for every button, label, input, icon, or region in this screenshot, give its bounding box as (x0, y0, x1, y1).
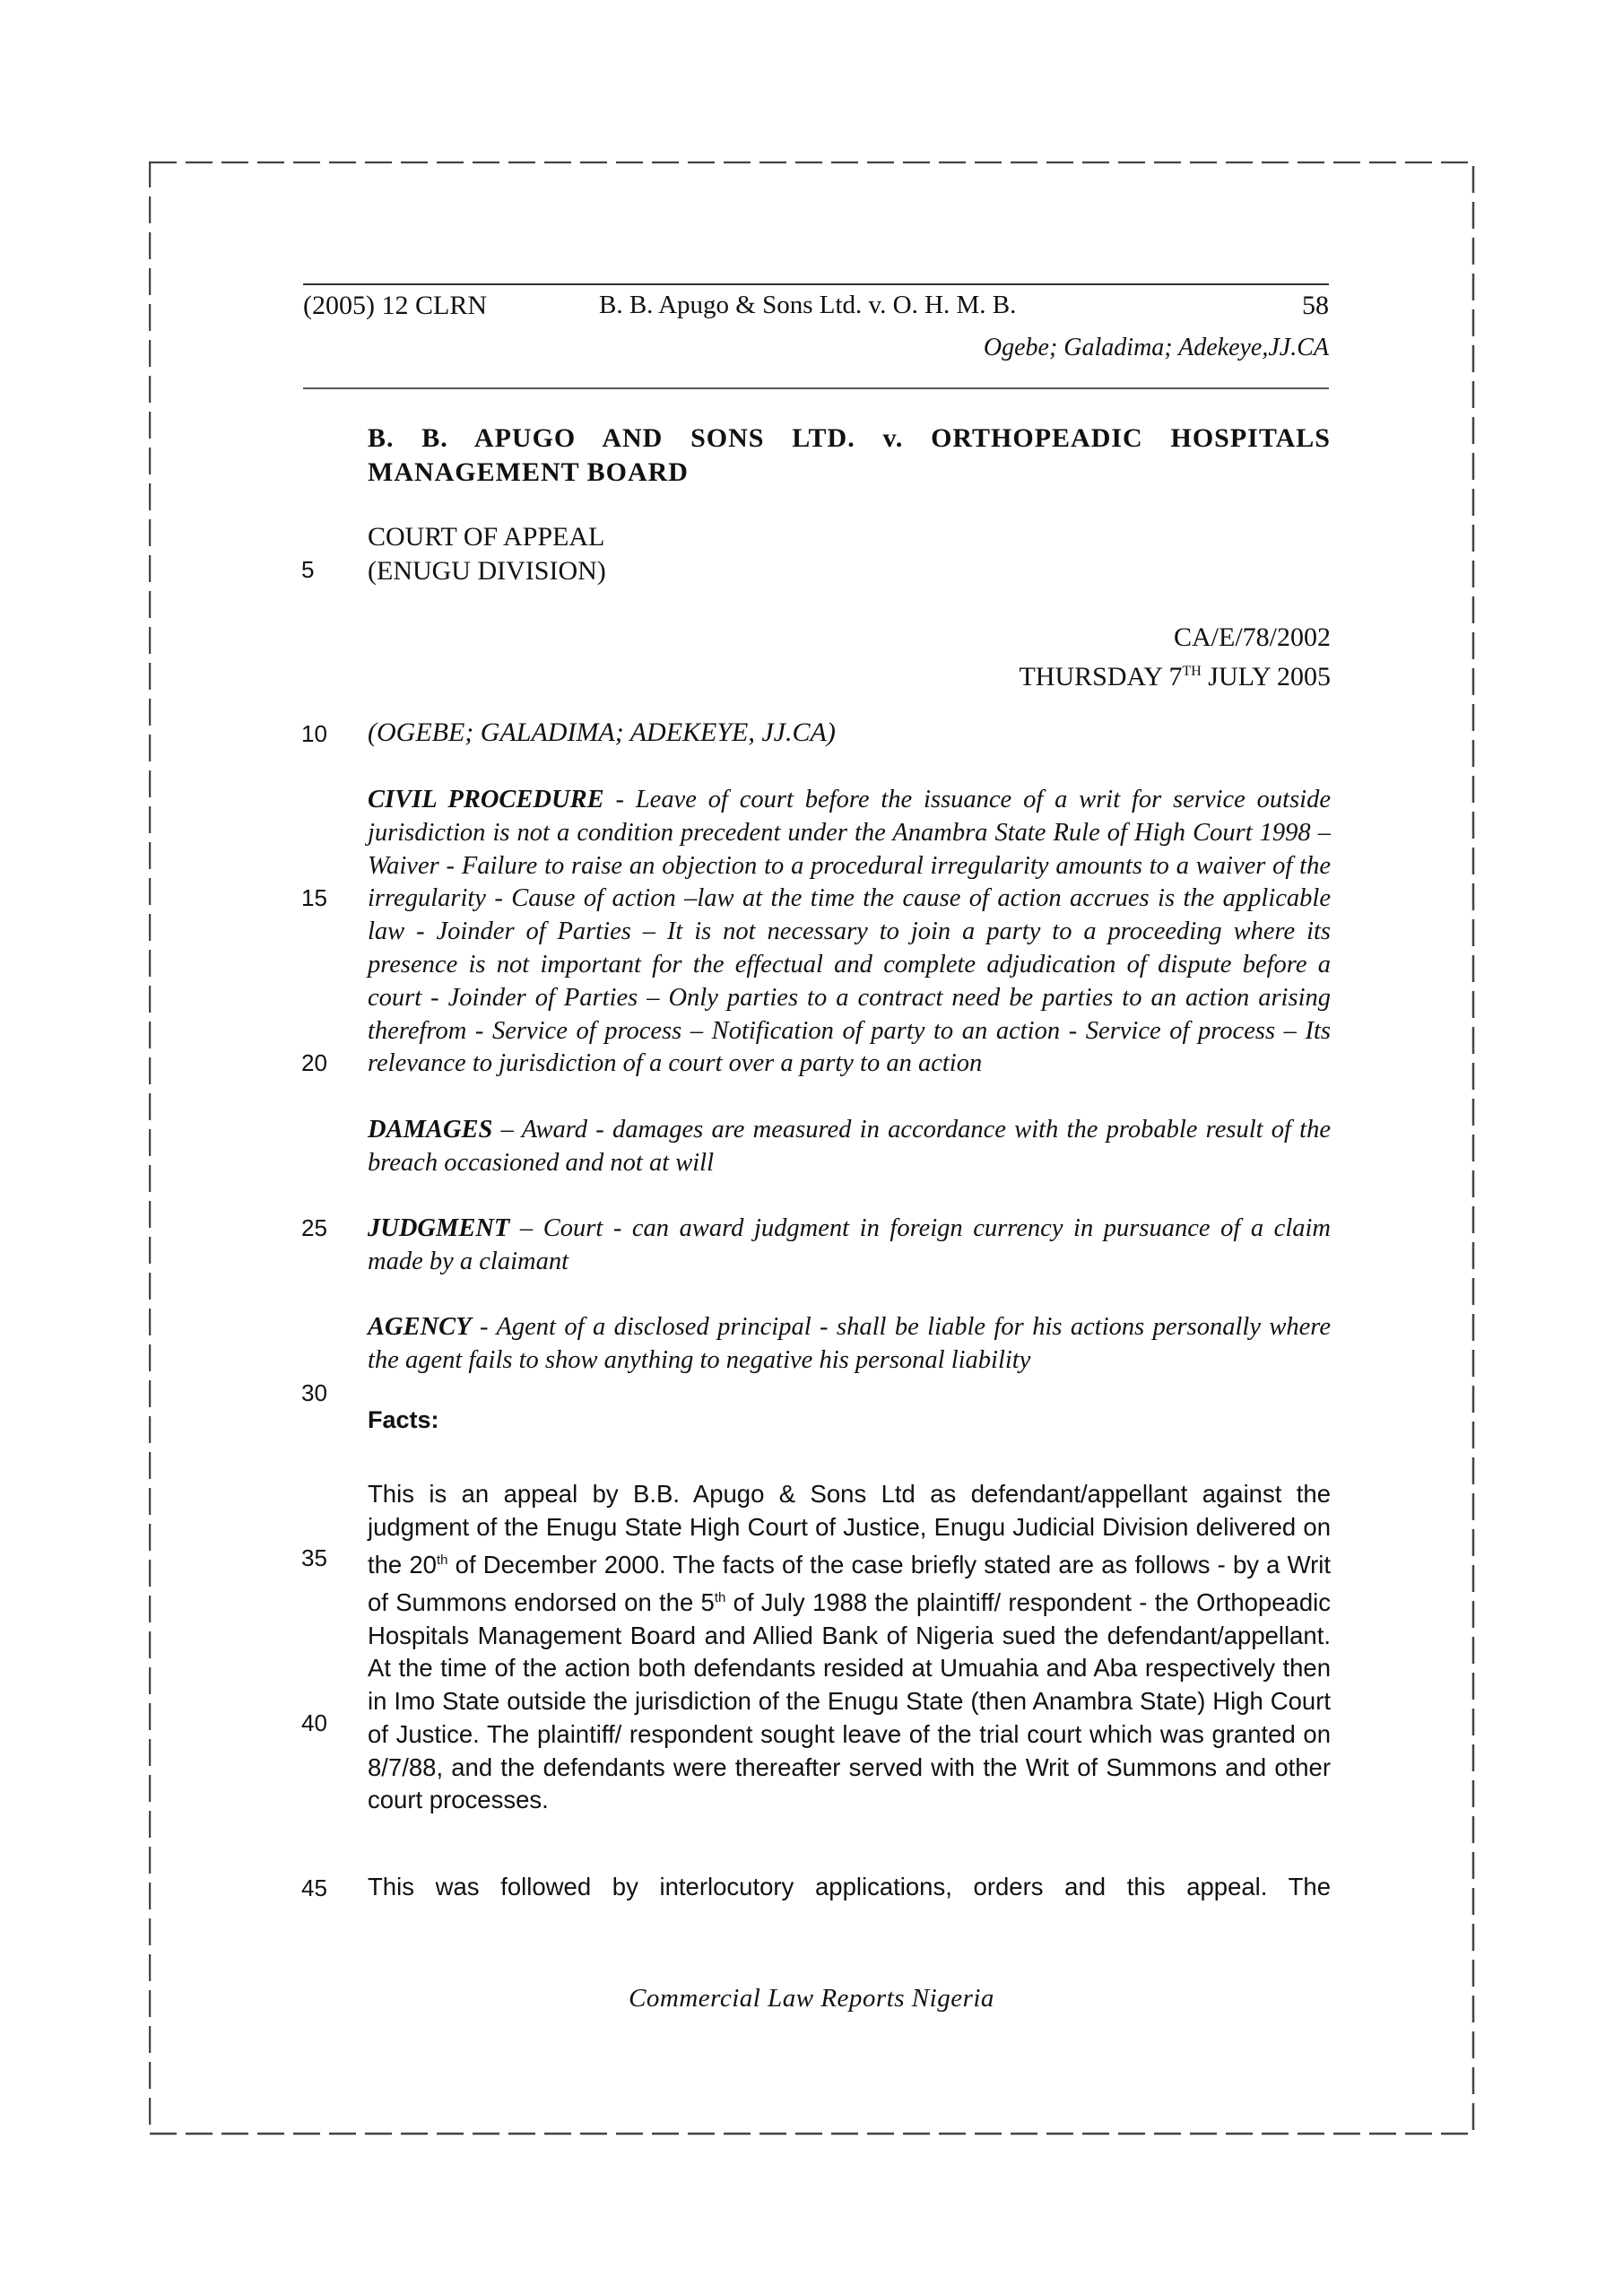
line-number: 5 (301, 556, 315, 583)
facts-heading: Facts: (368, 1406, 439, 1433)
catchword-civil-procedure (368, 784, 1331, 1081)
suit-block (1019, 621, 1331, 694)
catchword-text: - Agent of a disclosed principal - shall be liable for his actions personally where the agent fails to show anything to negative his personal liability (368, 1313, 1331, 1374)
line-number: 30 (301, 1379, 327, 1406)
page-number: 58 (1302, 291, 1329, 320)
catchword-heading: JUDGMENT (368, 1214, 510, 1242)
catchword-text: – Court - can award judgment in foreign currency in pursuance of a claim made by a claimant (368, 1214, 1331, 1275)
header-rule-bottom (303, 387, 1329, 389)
header-rule-top (303, 283, 1329, 285)
citation: (2005) 12 CLRN (303, 291, 487, 320)
line-number: 25 (301, 1214, 327, 1241)
facts-paragraph-1: This is an appeal by B.B. Apugo & Sons Ltd as defendant/appellant against the judgment of the Enugu State High Court of Justice, Enugu Judicial Division delivered on the 20th of December 2000. The facts of the case briefly stated are as follows - by a Writ of Summons endorsed on the 5th of July 1988 the plaintiff/ respondent - the Orthopeadic Hospitals Management Board and Allied Bank of Nigeria sued the defendant/appellant. At the time of the action both defendants resided at Umuahia and Aba respectively then in Imo State outside the jurisdiction of the Enugu State (then Anambra State) High Court of Justice. The plaintiff/ respondent sought leave of the trial court which was granted on 8/7/88, and the defendants were thereafter served with the Writ of Summons and other court processes. (368, 1480, 1331, 1814)
catchword-text: – Award - damages are measured in accordance with the probable result of the breach occasioned and not at will (368, 1116, 1331, 1177)
catchword-damages (368, 1114, 1331, 1180)
header-judges: Ogebe; Galadima; Adekeye,JJ.CA (983, 334, 1329, 361)
catchword-heading: CIVIL PROCEDURE (368, 786, 604, 813)
case-title-line-1: B. B. APUGO AND SONS LTD. v. ORTHOPEADIC HOSPITALS (368, 423, 1331, 453)
line-number: 15 (301, 884, 327, 911)
case-title-line-2: MANAGEMENT BOARD (368, 457, 689, 487)
catchword-agency (368, 1311, 1331, 1378)
coram: (OGEBE; GALADIMA; ADEKEYE, JJ.CA) (368, 718, 836, 747)
facts-paragraph-2: This was followed by interlocutory applications, orders and this appeal. The (368, 1873, 1331, 1900)
catchword-heading: AGENCY (368, 1313, 472, 1341)
line-number: 40 (301, 1709, 327, 1736)
catchword-text: - Leave of court before the issuance of a writ for service outside jurisdiction is not a condition precedent under the Anambra State Rule of High Court 1998 – Waiver - Failure to raise an objection to a procedural irregularity amounts to a waiver of the irregularity - Cause of action –law at the time the cause of action accrues is the applicable law - Joinder of Parties – It is not necessary to join a party to a proceeding where its presence is not important for the effectual and complete adjudication of dispute before a court - Joinder of Parties – Only parties to a contract need be parties to an action arising therefrom - Service of process – Notification of party to an action - Service of process – Its relevance to jurisdiction of a court over a party to an action (368, 786, 1331, 1078)
court-name: COURT OF APPEAL (368, 522, 605, 552)
court-division: (ENUGU DIVISION) (368, 556, 606, 586)
catchword-heading: DAMAGES (368, 1116, 493, 1144)
suit-number: CA/E/78/2002 (1173, 622, 1331, 652)
publication-footer: Commercial Law Reports Nigeria (629, 1984, 994, 2013)
judgment-date: THURSDAY 7TH JULY 2005 (1019, 662, 1331, 691)
catchword-judgment (368, 1213, 1331, 1279)
line-number: 10 (301, 720, 327, 747)
line-number: 35 (301, 1544, 327, 1571)
line-number: 20 (301, 1049, 327, 1076)
case-title (368, 422, 1331, 490)
line-number: 45 (301, 1874, 327, 1901)
court-block (368, 520, 1331, 588)
short-case-title: B. B. Apugo & Sons Ltd. v. O. H. M. B. (599, 291, 1017, 319)
